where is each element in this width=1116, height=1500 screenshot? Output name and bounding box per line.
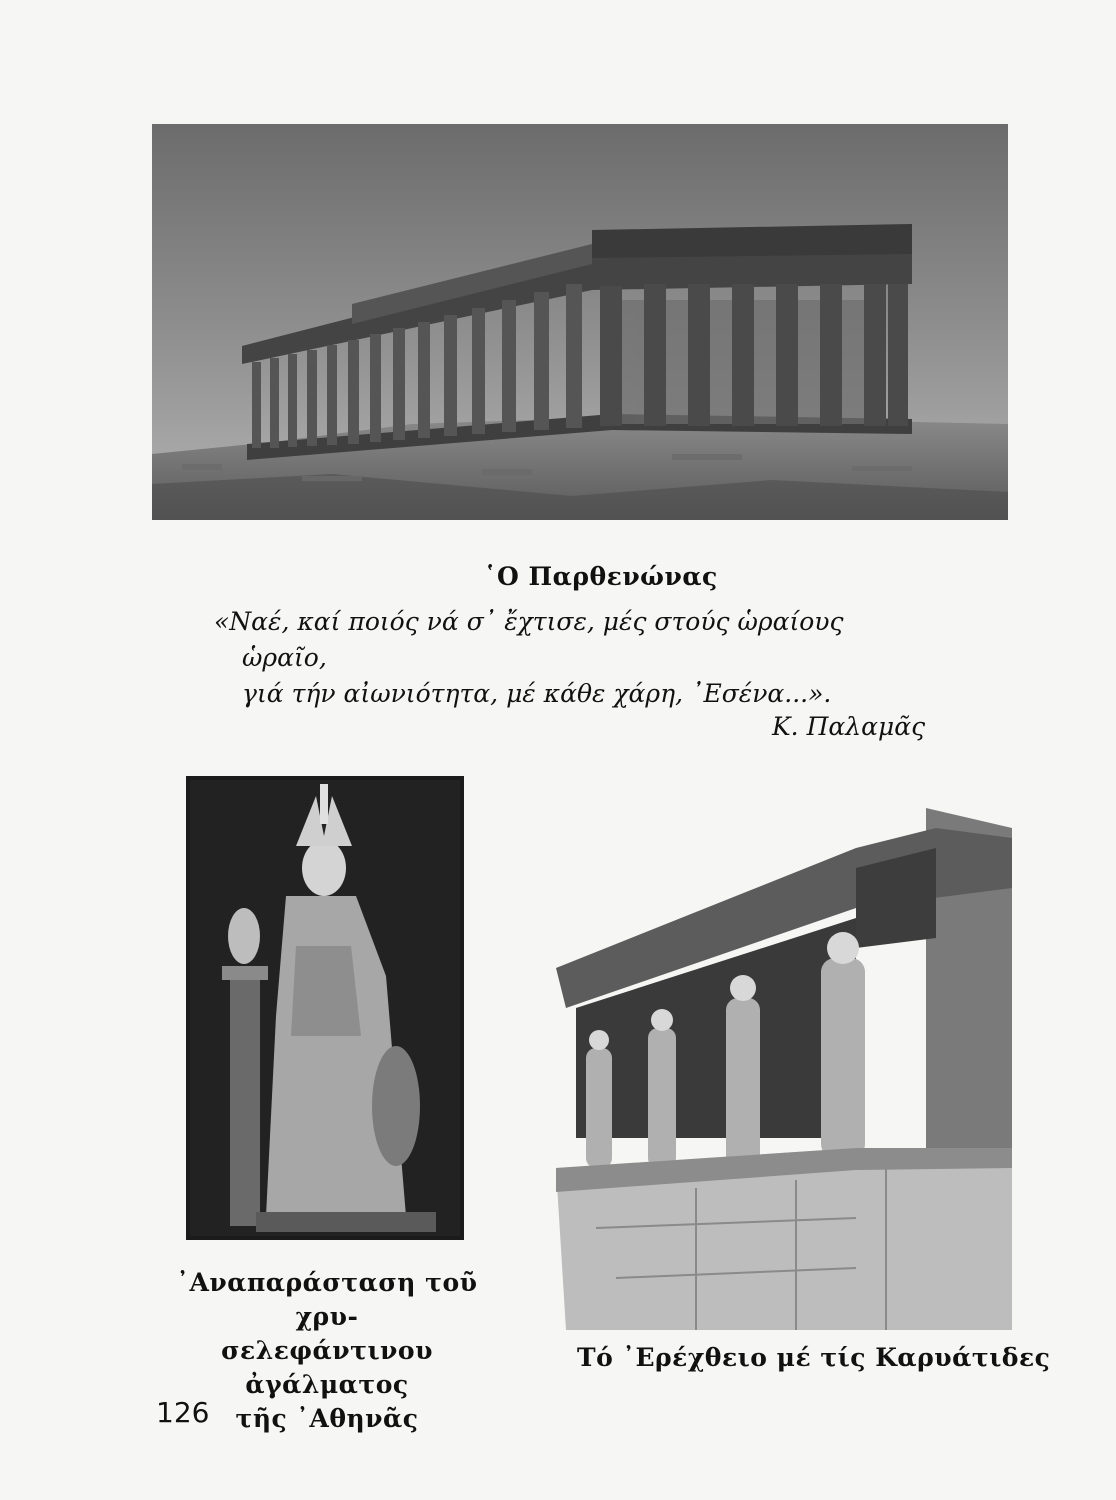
- poem-quote: [214, 604, 934, 712]
- page-number: 126: [156, 1396, 210, 1429]
- parthenon-caption: ῾Ο Παρθενώνας: [484, 562, 718, 591]
- athena-statue-photo: [186, 776, 464, 1240]
- athena-caption-line-2: σελεφάντινου ἀγάλματος: [221, 1336, 433, 1399]
- poem-line-3: γιά τήν αἰωνιότητα, μέ κάθε χάρη, ᾿Εσένα...».: [242, 679, 832, 708]
- athena-caption-line-1: ᾿Αναπαράσταση τοῦ χρυ-: [176, 1268, 478, 1331]
- athena-caption: [160, 1266, 494, 1436]
- parthenon-photo: [152, 124, 1008, 520]
- erechtheion-photo: [556, 808, 1012, 1330]
- poem-author: Κ. Παλαμᾶς: [772, 712, 926, 741]
- poem-line-1: «Ναέ, καί ποιός νά σ᾿ ἔχτισε, μές στούς ὡραίους: [214, 607, 844, 636]
- erechtheion-caption: Τό ᾿Ερέχθειο μέ τίς Καρυάτιδες: [577, 1343, 1051, 1372]
- poem-line-2: ὡραῖο,: [242, 643, 327, 672]
- athena-caption-line-3: τῆς ᾿Αθηνᾶς: [235, 1404, 419, 1433]
